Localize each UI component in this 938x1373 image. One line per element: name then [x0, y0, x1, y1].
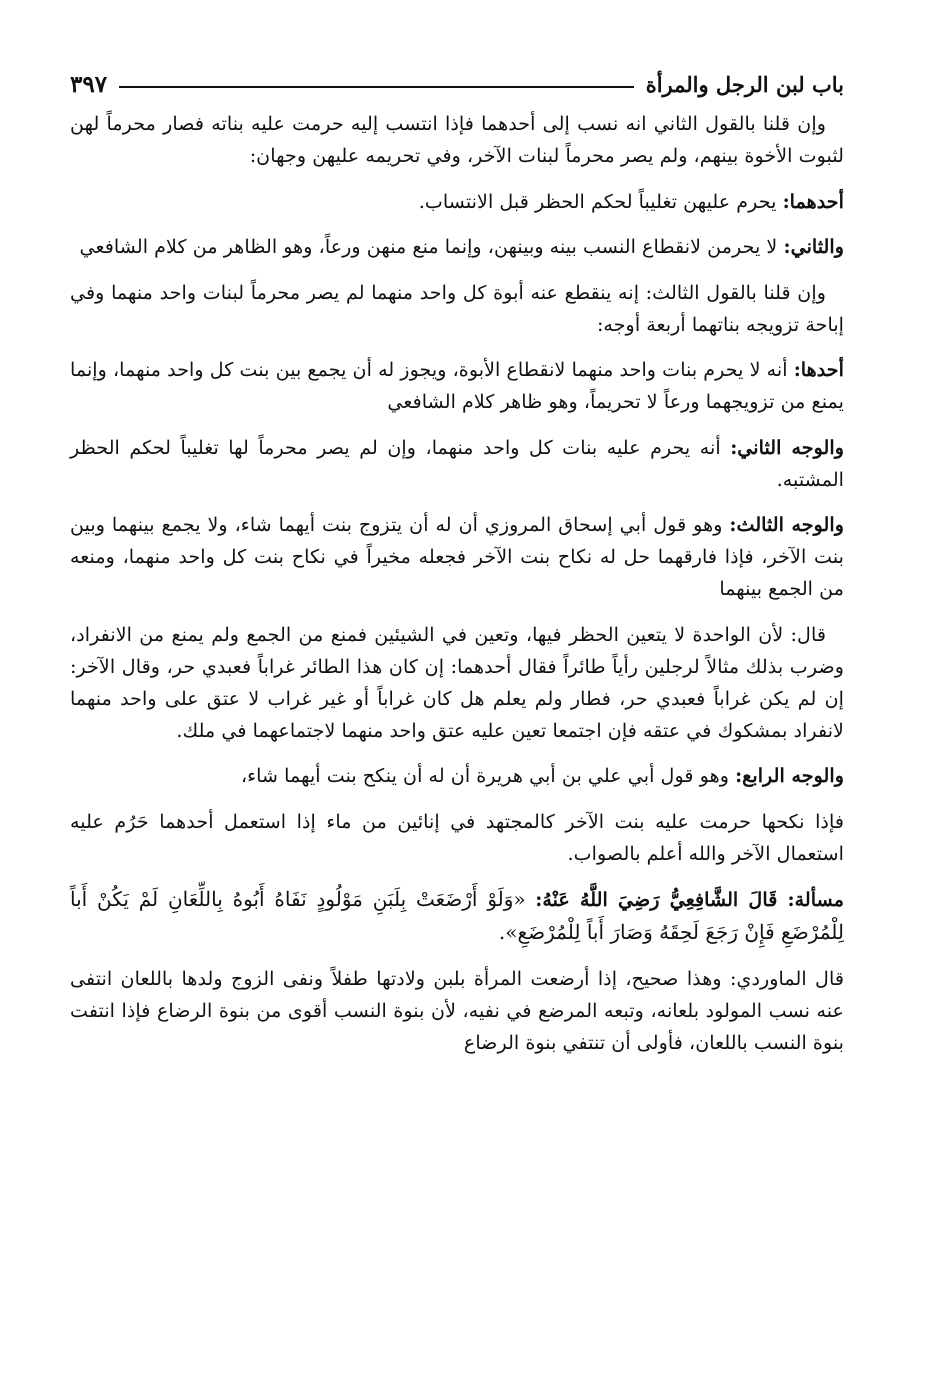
paragraph-text: قال الماوردي: وهذا صحيح، إذا أرضعت المرأة بلبن ولادتها طفلاً ونفى الزوج ولدها باللعان انتفى عنه نسب المولود بلعانه، وتبعه المرضع في نفيه، لأن بنوة النسب أقوى من بنوة الرضاع فإذا انتفت بنوة النسب باللعان، فأولى أن تنتفي بنوة الرضاع [70, 966, 844, 1054]
paragraph [70, 619, 844, 747]
paragraph-text: قال: لأن الواحدة لا يتعين الحظر فيها، وتعين في الشيئين فمنع من الجمع ولم يمنع من الانفراد، وضرب بذلك مثالاً لرجلين رأياً طائراً فقال أحدهما: إن كان هذا الطائر غراباً فعبدي حر، وقال الآخر: إن لم يكن غراباً فعبدي حر، فطار ولم يعلم هل كان غراباً أو غير غراب لا عتق على واحد منهما لانفراد بمشكوك في عتقه فإن اجتمعا تعين عليه عتق واحد منهما لاجتماعهما في ملك. [70, 622, 844, 742]
paragraph-text: وإن قلنا بالقول الثالث: إنه ينقطع عنه أبوة كل واحد منهما لم يصر محرماً لبنات واحد منهما وفي إباحة تزويجه بناتهما أربعة أوجه: [70, 280, 844, 336]
paragraph-lead: والوجه الرابع: [735, 764, 844, 787]
paragraph-text: وإن قلنا بالقول الثاني انه نسب إلى أحدهما فإذا انتسب إليه حرمت عليه بناته فصار محرماً لهن لثبوت الأخوة بينهم، ولم يصر محرماً لبنات الآخر، وفي تحريمه عليهن وجهان: [70, 112, 844, 167]
paragraph [70, 231, 844, 263]
paragraph-text: أنه يحرم عليه بنات كل واحد منهما، وإن لم يصر محرماً لها تغليباً لحكم الحظر المشتبه. [70, 435, 844, 491]
book-page [70, 66, 844, 1072]
paragraph [70, 186, 844, 218]
paragraph-lead: مسألة: قَالَ الشَّافِعِيُّ رَضِيَ اللَّهُ عَنْهُ: [535, 888, 844, 911]
paragraph-lead: أحدهما: [782, 189, 844, 213]
chapter-title: باب لبن الرجل والمرأة [645, 71, 844, 97]
running-header [70, 66, 844, 102]
paragraph [70, 963, 844, 1059]
paragraph-lead: والوجه الثالث: [729, 513, 844, 536]
paragraph-text: وهو قول أبي علي بن أبي هريرة أن له أن ينكح بنت أيهما شاء، [240, 764, 729, 787]
paragraph [70, 277, 844, 341]
paragraph-lead: والوجه الثاني: [730, 435, 844, 459]
paragraph [70, 806, 844, 870]
paragraph [70, 509, 844, 605]
paragraph-text: يحرم عليهن تغليباً لحكم الحظر قبل الانتساب. [418, 189, 777, 213]
paragraph [70, 432, 844, 496]
paragraph [70, 883, 844, 949]
paragraph [70, 108, 844, 172]
paragraph-lead: والثاني: [783, 235, 844, 258]
paragraph [70, 354, 844, 418]
page-number: ٣٩٧ [70, 70, 108, 98]
paragraph-lead: أحدها: [793, 358, 844, 381]
paragraph-text: وهو قول أبي إسحاق المروزي أن له أن يتزوج بنت أيهما شاء، ولا يجمع بينهما وبين بنت الآخر، فإذا فارقهما حل له نكاح بنت الآخر فجعله مخيراً في نكاح بنت كل واحد منهما، ومنعه من الجمع بينهما [70, 513, 844, 600]
paragraph-text: لا يحرمن لانقطاع النسب بينه وبينهن، وإنما منع منهن ورعاً، وهو الظاهر من كلام الشافعي [79, 235, 778, 258]
body-text [70, 108, 844, 1059]
paragraph-text: «وَلَوْ أَرْضَعَتْ بِلَبَنِ مَوْلُودٍ نَفَاهُ أَبُوهُ بِاللِّعَانِ لَمْ يَكُنْ أَباً لِلْمُرْضَعِ فَإِنْ رَجَعَ لَحِقَهُ وَصَارَ أَباً لِلْمُرْضَعِ». [70, 887, 844, 944]
paragraph [70, 760, 844, 792]
header-rule [119, 86, 634, 88]
paragraph-text: أنه لا يحرم بنات واحد منهما لانقطاع الأبوة، ويجوز له أن يجمع بين بنت كل واحد منهما، وإنما يمنع من تزويجهما ورعاً لا تحريماً، وهو ظاهر كلام الشافعي [70, 358, 844, 413]
paragraph-text: فإذا نكحها حرمت عليه بنت الآخر كالمجتهد في إنائين من ماء إذا استعمل أحدهما حَرُم عليه استعمال الآخر والله أعلم بالصواب. [70, 809, 844, 865]
